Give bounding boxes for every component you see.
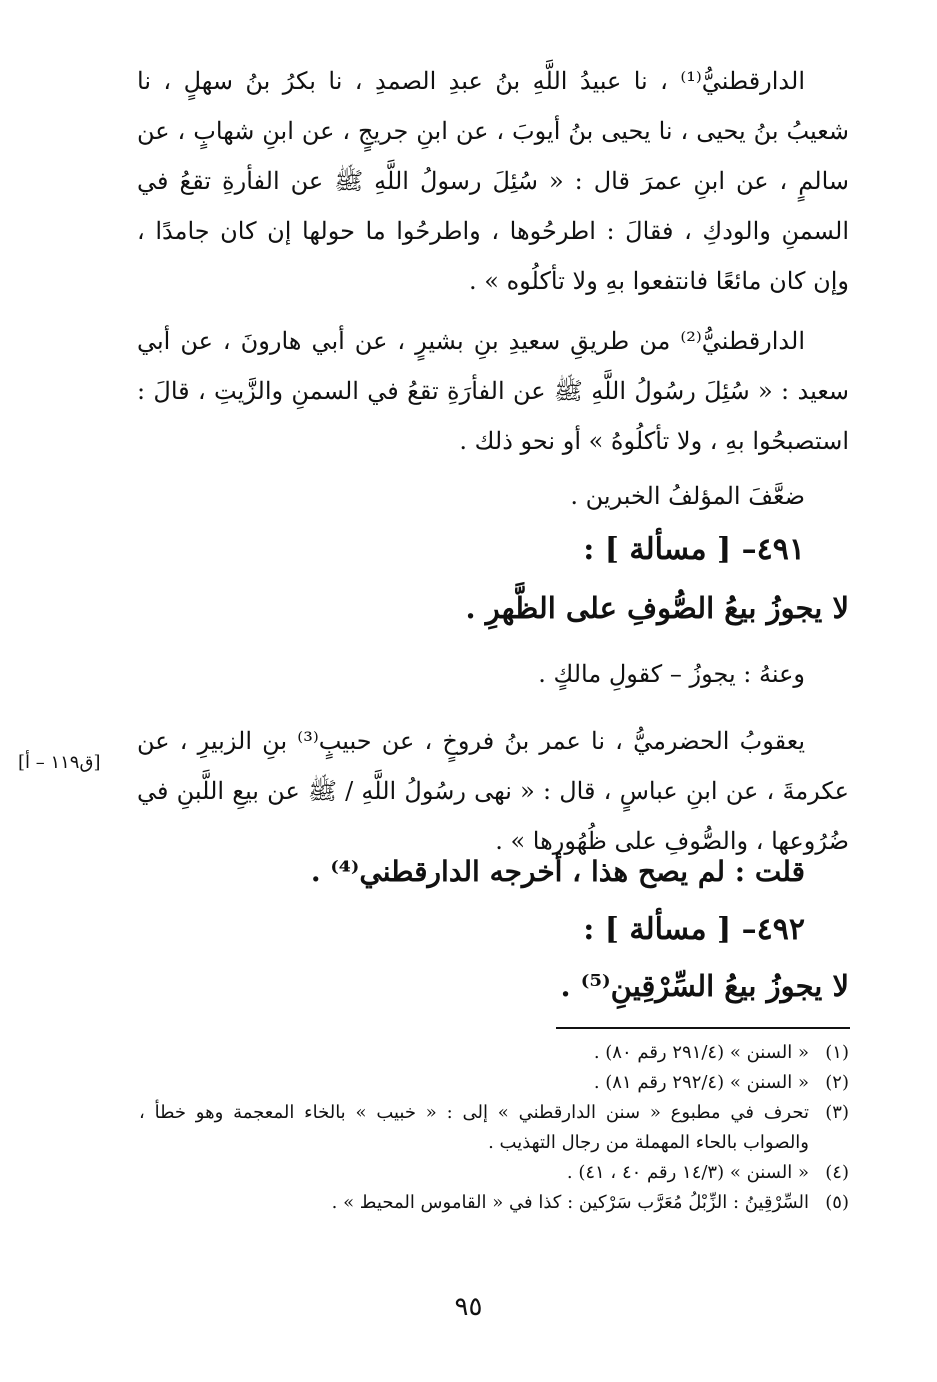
- footnote-number: (٣): [825, 1102, 849, 1123]
- issue-491-narration: وعنهُ : يجوزُ – كقولِ مالكٍ .: [538, 660, 805, 688]
- issue-491-heading: ٤٩١– [ مسألة ] :: [583, 532, 805, 567]
- paragraph-3-text: يعقوبُ الحضرميُّ ، نا عمر بنُ فروخٍ ، عن حبيبٍ⁽³⁾ بنِ الزبيرِ ، عن عكرمةَ ، عن ابنِ عباسٍ ، قال : « نهى رسُولُ اللَّهِ / ﷺ عن بيعِ اللَّبنِ في ضُرُوعها ، والصُّوفِ على ظُهُورها » .: [137, 727, 849, 855]
- footnote-item: [139, 1158, 849, 1188]
- footnotes: [139, 1038, 849, 1218]
- weakened-note: ضعَّفَ المؤلفُ الخبرين .: [570, 482, 805, 510]
- issue-491-ruling: لا يجوزُ بيعُ الصُّوفِ على الظَّهرِ .: [465, 591, 849, 625]
- paragraph-3: [137, 716, 849, 866]
- footnote-number: (٢): [825, 1072, 849, 1093]
- footnote-text: « السنن » (١٤/٣ رقم ٤٠ ، ٤١) .: [566, 1162, 809, 1183]
- paragraph-2-text: الدارقطنيُّ⁽²⁾ من طريقِ سعيدِ بنِ بشيرٍ ، عن أبي هارونَ ، عن أبي سعيد : « سُئِلَ رسُولُ اللَّهِ ﷺ عن الفأرَةِ تقعُ في السمنِ والزَّيتِ ، قالَ : استصبحُوا بهِ ، ولا تأكلُوهُ » أو نحو ذلك .: [137, 327, 850, 455]
- author-comment: قلت : لم يصح هذا ، أخرجه الدارقطني⁽⁴⁾ .: [310, 855, 805, 888]
- footnote-separator: [556, 1027, 850, 1029]
- paragraph-1: [137, 56, 849, 306]
- footnote-text: تحرف في مطبوع « سنن الدارقطني » إلى : « خبيب » بالخاء المعجمة وهو خطأ ، والصواب بالحاء المهملة من رجال التهذيب .: [139, 1102, 809, 1153]
- footnote-number: (١): [825, 1042, 849, 1063]
- paragraph-1-text: الدارقطنيُّ⁽¹⁾ ، نا عبيدُ اللَّهِ بنُ عبدِ الصمدِ ، نا بكرُ بنُ سهلٍ ، نا شعيبُ بنُ يحيى ، نا يحيى بنُ أيوبَ ، عن ابنِ جريجٍ ، عن ابنِ شهابٍ ، عن سالمٍ ، عن ابنِ عمرَ قال : « سُئِلَ رسولُ اللَّهِ ﷺ عن الفأرةِ تقعُ في السمنِ والودكِ ، فقالَ : اطرحُوها ، واطرحُوا ما حولها إن كان جامدًا ، وإن كان مائعًا فانتفعوا بهِ ولا تأكلُوه » .: [137, 67, 849, 295]
- manuscript-marginal-note: [ق١١٩ – أ]: [18, 752, 101, 773]
- footnote-item: [139, 1068, 849, 1098]
- footnote-text: السِّرْقِينُ : الزِّبْلُ مُعَرَّب سَرْكين : كذا في « القاموس المحيط » .: [331, 1192, 809, 1213]
- footnote-item: [139, 1098, 849, 1158]
- paragraph-2: [137, 316, 849, 466]
- issue-492-heading: ٤٩٢– [ مسألة ] :: [583, 912, 805, 947]
- footnote-item: [139, 1188, 849, 1218]
- issue-492-ruling: لا يجوزُ بيعُ السِّرْقِينِ⁽⁵⁾ .: [560, 969, 849, 1003]
- footnote-number: (٤): [825, 1162, 849, 1183]
- footnote-text: « السنن » (٢٩٢/٤ رقم ٨١) .: [593, 1072, 809, 1093]
- page-number: ٩٥: [454, 1292, 483, 1322]
- footnote-item: [139, 1038, 849, 1068]
- footnote-text: « السنن » (٢٩١/٤ رقم ٨٠) .: [593, 1042, 809, 1063]
- footnote-number: (٥): [825, 1192, 849, 1213]
